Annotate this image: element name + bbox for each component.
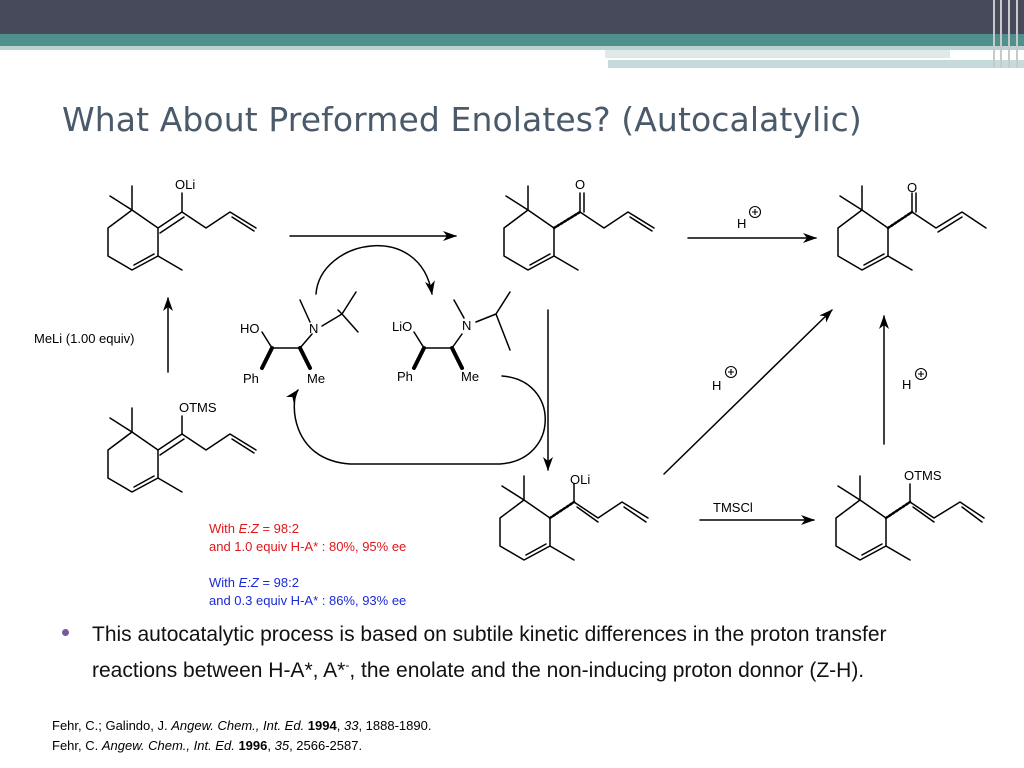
reaction-scheme: [0, 160, 1024, 610]
header-deco-line-4: [1016, 0, 1018, 68]
h-plus-charges: [726, 207, 927, 380]
header-deco-line-3: [1008, 0, 1010, 68]
bullet-text: This autocatalytic process is based on subtile kinetic differences in the proton transfer reactions between H-A*, A*-, the enolate and the non-inducing proton donnor (Z-H).: [92, 623, 887, 682]
label-otms-2: OTMS: [904, 468, 942, 483]
condition-red-line-2: and 1.0 equiv H-A* : 80%, 95% ee: [209, 539, 407, 554]
slide-title: What About Preformed Enolates? (Autocalatylic): [62, 100, 862, 139]
reagent-h-plus-1: H: [737, 216, 747, 231]
references: [52, 716, 431, 756]
molecule-silyl-enol-ether-1: [108, 408, 256, 492]
condition-blue-line-2: and 0.3 equiv H-A* : 86%, 93% ee: [209, 593, 407, 608]
reference-1: Fehr, C.; Galindo, J. Angew. Chem., Int. Ed. 1994, 33, 1888-1890.: [52, 718, 432, 733]
amide-ph-label: Ph: [397, 369, 413, 384]
header-deco-box-2: [608, 60, 1024, 68]
condition-red-line-1: With E:Z = 98:2: [209, 521, 299, 536]
header-deco-box-1: [605, 50, 950, 58]
amide-lio-label: LiO: [392, 319, 413, 334]
amine-me-label: Me: [307, 371, 326, 386]
amine-ho-label: HO: [240, 321, 260, 336]
reagent-h-plus-3: H: [902, 377, 912, 392]
reagent-meli: MeLi (1.00 equiv): [34, 331, 135, 346]
header-bar: [0, 0, 1024, 34]
reagent-h-plus-2: H: [712, 378, 722, 393]
header-deco-line-1: [993, 0, 995, 68]
bullet-dot-icon: [62, 629, 69, 636]
label-oli-2: OLi: [570, 472, 591, 487]
amide-n-label: N: [462, 318, 472, 333]
reagent-tmscl: TMSCl: [713, 500, 753, 515]
reference-2: Fehr, C. Angew. Chem., Int. Ed. 1996, 35, 2566-2587.: [52, 738, 363, 753]
label-o-2: O: [907, 180, 918, 195]
molecule-lithium-enolate-2: [500, 476, 648, 560]
molecule-ketone-2: [838, 186, 986, 270]
molecule-ketone-1: [504, 186, 654, 270]
label-oli-1: OLi: [175, 177, 196, 192]
bullet-point: [62, 620, 912, 686]
amine-n-label: N: [309, 321, 319, 336]
label-otms-1: OTMS: [179, 400, 217, 415]
molecule-lithium-enolate-1: [108, 186, 256, 270]
header-deco-line-2: [1000, 0, 1002, 68]
amine-ph-label: Ph: [243, 371, 259, 386]
condition-blue-line-1: With E:Z = 98:2: [209, 575, 299, 590]
amide-me-label: Me: [461, 369, 480, 384]
label-o-1: O: [575, 177, 586, 192]
molecule-silyl-enol-ether-2: [836, 476, 984, 560]
header-teal-band: [0, 34, 1024, 46]
